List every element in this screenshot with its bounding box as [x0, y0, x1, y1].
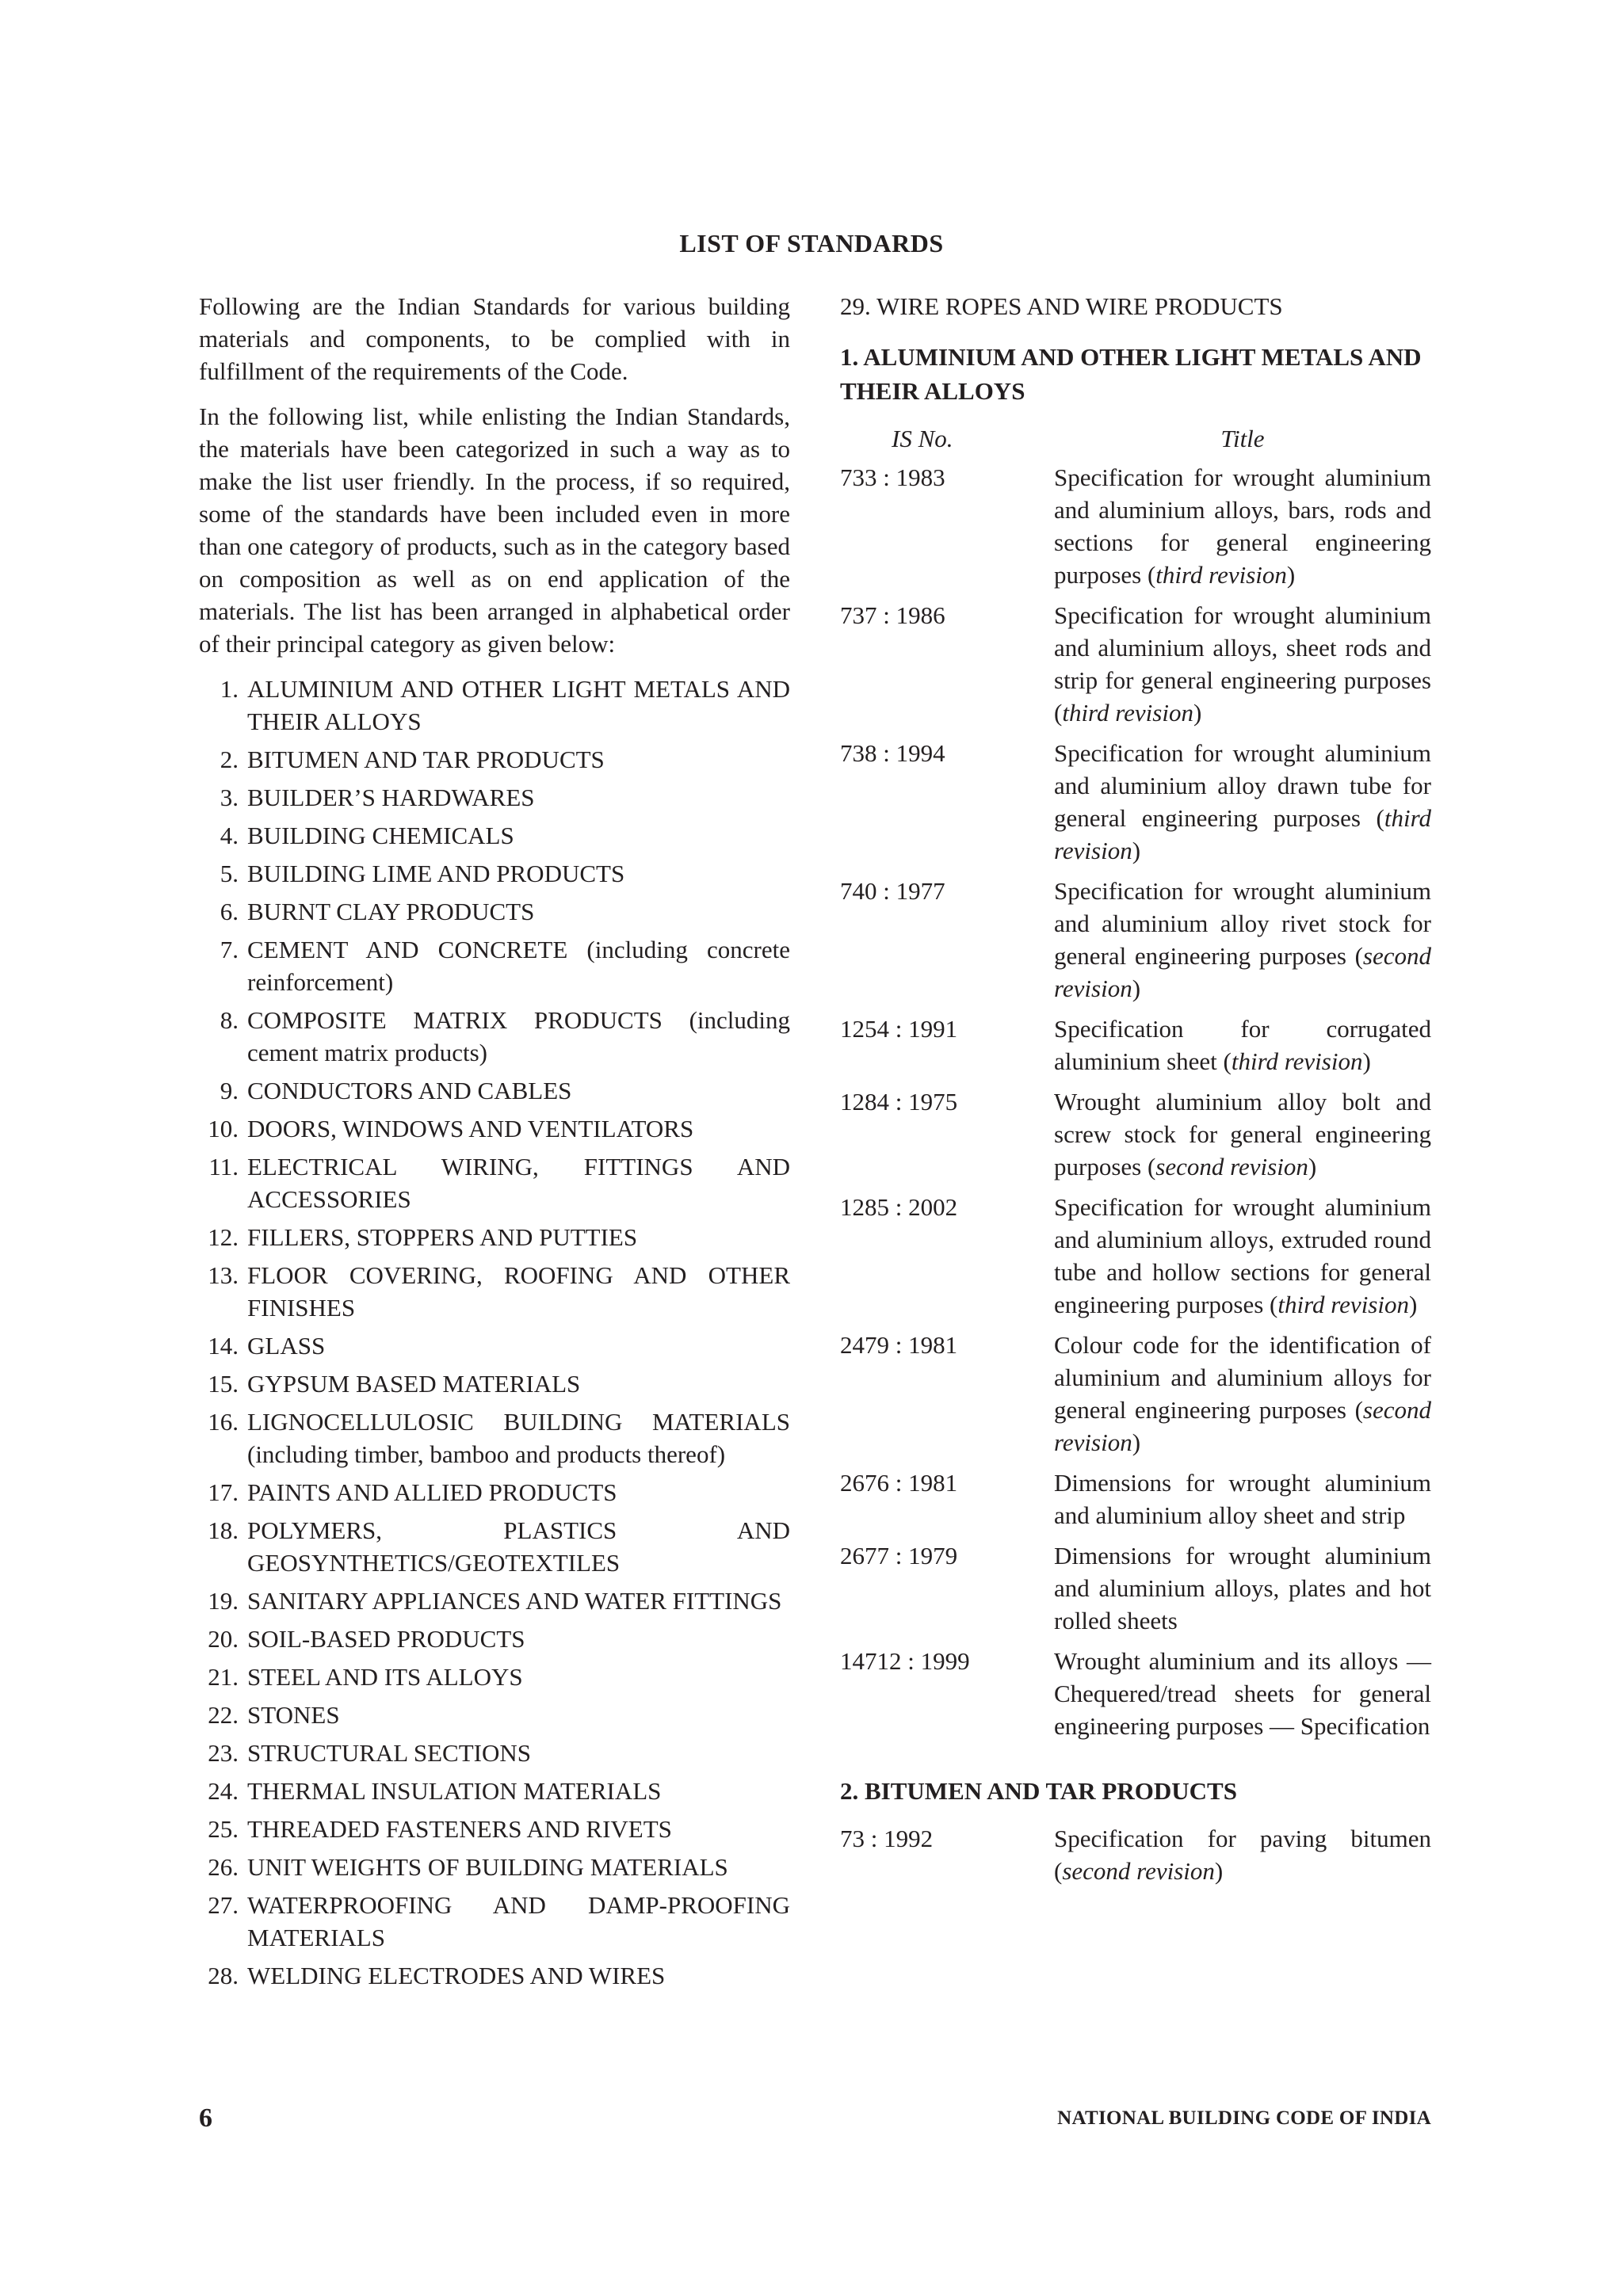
list-item-text: BUILDING LIME AND PRODUCTS — [247, 860, 625, 887]
standard-title — [1054, 1645, 1431, 1742]
standard-title: Specification for wrought aluminium and aluminium alloys, extruded round tube and hollow sections for general engineering purposes (third revision) — [1054, 1193, 1431, 1318]
is-number: 2677 : 1979 — [840, 1542, 958, 1569]
intro-paragraph: Following are the Indian Standards for various building materials and components, to be complied with in fulfillment of the requirements of the Code. — [199, 292, 790, 385]
list-item-text: UNIT WEIGHTS OF BUILDING MATERIALS — [247, 1853, 728, 1881]
list-item-text: WATERPROOFING AND DAMP-PROOFING MATERIALS — [247, 1891, 790, 1951]
list-item-number: 7. — [220, 936, 239, 963]
standard-title: Colour code for the identification of aluminium and aluminium alloys for general engineering purposes (second revision) — [1054, 1331, 1431, 1456]
list-item-text: ELECTRICAL WIRING, FITTINGS AND ACCESSORIES — [247, 1153, 790, 1213]
is-number: 1284 : 1975 — [840, 1088, 958, 1116]
standard-title-text: Specification for wrought aluminium and aluminium alloys, bars, rods and sections for general engineering purposes — [1054, 463, 1431, 589]
list-item-number: 18. — [208, 1516, 239, 1544]
standard-title-text: Specification for corrugated aluminium sheet — [1054, 1015, 1431, 1075]
standard-title-text: Wrought aluminium and its alloys — Chequered/tread sheets for general engineering purposes — Specification — [1054, 1647, 1431, 1740]
list-item-text: COMPOSITE MATRIX PRODUCTS (including cement matrix products) — [247, 1006, 790, 1066]
revision-note: third revision — [1155, 561, 1287, 589]
list-item-text: FILLERS, STOPPERS AND PUTTIES — [247, 1223, 638, 1251]
list-item-text: BURNT CLAY PRODUCTS — [247, 898, 535, 925]
is-number: 14712 : 1999 — [840, 1647, 970, 1675]
table-row — [840, 1645, 1431, 1742]
footer-title: NATIONAL BUILDING CODE OF INDIA — [1057, 2107, 1431, 2129]
list-item-number: 16. — [208, 1408, 239, 1436]
right-column — [840, 290, 1431, 1895]
table-row — [840, 875, 1431, 1005]
is-number: 73 : 1992 — [840, 1825, 934, 1852]
list-item — [199, 781, 790, 814]
list-item-text: THREADED FASTENERS AND RIVETS — [247, 1815, 672, 1843]
list-item — [199, 1959, 790, 1992]
list-item — [199, 1259, 790, 1324]
standards-table — [840, 461, 1431, 1742]
page-title: LIST OF STANDARDS — [679, 229, 944, 257]
list-item-number: 3. — [220, 784, 239, 811]
list-item — [199, 1004, 790, 1069]
list-item-text: GYPSUM BASED MATERIALS — [247, 1370, 581, 1398]
revision-note: third revision — [1277, 1291, 1409, 1318]
list-item — [199, 743, 790, 776]
standard-title-text: Specification for wrought aluminium and aluminium alloy rivet stock for general engineering purposes — [1054, 877, 1431, 970]
table-header — [840, 422, 1431, 455]
table-row — [840, 1191, 1431, 1321]
list-item-number: 19. — [208, 1587, 239, 1615]
list-item-number: 13. — [208, 1261, 239, 1289]
list-item — [199, 1367, 790, 1400]
list-item-number: 20. — [208, 1625, 239, 1653]
section-heading: 2. BITUMEN AND TAR PRODUCTS — [840, 1777, 1237, 1805]
standard-title-text: Wrought aluminium alloy bolt and screw stock for general engineering purposes — [1054, 1088, 1431, 1180]
list-item — [199, 857, 790, 890]
list-item — [199, 1150, 790, 1215]
list-item-text: GLASS — [247, 1332, 326, 1360]
intro-paragraph: In the following list, while enlisting the Indian Standards, the materials have been categorized in such a way as to make the list user friendly. In the process, if so required, some of the standards have been included even in more than one category of products, such as in the category based on composition as well as on end application of the materials. The list has been arranged in alphabetical order of their principal category as given below: — [199, 402, 790, 658]
list-item — [199, 1514, 790, 1579]
table-row — [840, 1822, 1431, 1887]
list-item-number: 8. — [220, 1006, 239, 1034]
list-item — [199, 1329, 790, 1362]
revision-note: second revision — [1155, 1153, 1308, 1180]
list-item-number: 5. — [220, 860, 239, 887]
list-item-number: 24. — [208, 1777, 239, 1805]
table-row — [840, 1013, 1431, 1077]
list-item-number: 14. — [208, 1332, 239, 1360]
revision-note: third revision — [1062, 699, 1193, 727]
is-number: 2676 : 1981 — [840, 1469, 958, 1497]
list-item-text: POLYMERS, PLASTICS AND GEOSYNTHETICS/GEOTEXTILES — [247, 1516, 790, 1577]
is-number: 737 : 1986 — [840, 601, 945, 629]
list-item-number: 28. — [208, 1962, 239, 1989]
list-item — [199, 673, 790, 738]
list-item-text: SOIL-BASED PRODUCTS — [247, 1625, 525, 1653]
list-item — [199, 1775, 790, 1807]
table-row — [840, 1539, 1431, 1637]
table-row — [840, 1466, 1431, 1531]
list-item-number: 15. — [208, 1370, 239, 1398]
list-item-number: 27. — [208, 1891, 239, 1919]
list-item-number: 11. — [208, 1153, 239, 1180]
table-row — [840, 461, 1431, 591]
list-item-text: SANITARY APPLIANCES AND WATER FITTINGS — [247, 1587, 782, 1615]
list-item-number: 12. — [208, 1223, 239, 1251]
list-item — [199, 933, 790, 998]
list-item-text: FLOOR COVERING, ROOFING AND OTHER FINISHES — [247, 1261, 790, 1322]
is-number: 1254 : 1991 — [840, 1015, 958, 1043]
list-item-number: 1. — [220, 675, 239, 703]
list-item — [199, 819, 790, 852]
standard-title-text: Specification for paving bitumen — [1054, 1825, 1431, 1852]
list-item — [199, 1476, 790, 1508]
standard-title: Specification for wrought aluminium and aluminium alloys, sheet rods and strip for general engineering purposes (third revision) — [1054, 601, 1431, 727]
list-item-text: STONES — [247, 1701, 340, 1729]
standard-title-text: Specification for wrought aluminium and aluminium alloy drawn tube for general engineering purposes — [1054, 739, 1431, 832]
list-item-number: 6. — [220, 898, 239, 925]
list-item-text: CEMENT AND CONCRETE (including concrete reinforcement) — [247, 936, 790, 996]
standard-title: Specification for corrugated aluminium sheet (third revision) — [1054, 1015, 1431, 1075]
standard-title-text: Colour code for the identification of aluminium and aluminium alloys for general engineering purposes — [1054, 1331, 1431, 1424]
standard-title-text: Specification for wrought aluminium and aluminium alloys, extruded round tube and hollow sections for general engineering purposes — [1054, 1193, 1431, 1318]
list-item-number: 4. — [220, 822, 239, 849]
list-item-text: ALUMINIUM AND OTHER LIGHT METALS AND THEIR ALLOYS — [247, 675, 790, 735]
is-number: 2479 : 1981 — [840, 1331, 958, 1359]
list-item-text: DOORS, WINDOWS AND VENTILATORS — [247, 1115, 694, 1142]
standard-title: Specification for paving bitumen (second revision) — [1054, 1825, 1431, 1885]
list-item-text: THERMAL INSULATION MATERIALS — [247, 1777, 662, 1805]
list-item-text: BUILDER’S HARDWARES — [247, 784, 535, 811]
section-heading: 1. ALUMINIUM AND OTHER LIGHT METALS AND THEIR ALLOYS — [840, 343, 1422, 405]
title-header: Title — [1220, 425, 1265, 452]
standards-table — [840, 1822, 1431, 1887]
list-item-number: 23. — [208, 1739, 239, 1767]
list-item-text: BITUMEN AND TAR PRODUCTS — [247, 746, 605, 773]
table-row — [840, 1329, 1431, 1459]
list-item — [199, 1737, 790, 1769]
list-item-text: LIGNOCELLULOSIC BUILDING MATERIALS (including timber, bamboo and products thereof) — [247, 1408, 790, 1468]
table-row — [840, 737, 1431, 867]
page-number: 6 — [199, 2103, 212, 2133]
category-list — [199, 673, 790, 1992]
list-item — [199, 1405, 790, 1470]
revision-note: second revision — [1054, 1396, 1431, 1456]
list-item — [199, 1623, 790, 1655]
is-number: 738 : 1994 — [840, 739, 945, 767]
list-item-text: BUILDING CHEMICALS — [247, 822, 514, 849]
list-item-number: 26. — [208, 1853, 239, 1881]
list-item-text: STEEL AND ITS ALLOYS — [247, 1663, 523, 1691]
standard-title: Specification for wrought aluminium and aluminium alloys, bars, rods and sections for general engineering purposes (third revision) — [1054, 463, 1431, 589]
is-number: 733 : 1983 — [840, 463, 945, 491]
list-item — [199, 1851, 790, 1883]
standard-title — [1054, 1539, 1431, 1637]
standard-title: Specification for wrought aluminium and aluminium alloy rivet stock for general engineering purposes (second revision) — [1054, 877, 1431, 1002]
list-item — [199, 1585, 790, 1617]
left-column — [199, 290, 790, 1997]
list-item — [199, 1889, 790, 1954]
list-item-number: 10. — [208, 1115, 239, 1142]
list-item — [199, 1699, 790, 1731]
list-item-number: 2. — [220, 746, 239, 773]
table-row — [840, 1085, 1431, 1183]
standard-title — [1054, 1466, 1431, 1531]
list-item-number: 22. — [208, 1701, 239, 1729]
list-item-number: 21. — [208, 1663, 239, 1691]
is-number: 1285 : 2002 — [840, 1193, 958, 1221]
list-item-text: PAINTS AND ALLIED PRODUCTS — [247, 1478, 617, 1506]
standard-title-text: Specification for wrought aluminium and aluminium alloys, sheet rods and strip for general engineering purposes — [1054, 601, 1431, 694]
standard-title: Specification for wrought aluminium and aluminium alloy drawn tube for general engineering purposes (third revision) — [1054, 739, 1431, 864]
standard-title: Wrought aluminium alloy bolt and screw stock for general engineering purposes (second revision) — [1054, 1088, 1431, 1180]
revision-note: second revision — [1054, 942, 1431, 1002]
table-row — [840, 599, 1431, 729]
standard-title-text: Dimensions for wrought aluminium and aluminium alloys, plates and hot rolled sheets — [1054, 1542, 1431, 1634]
revision-note: third revision — [1054, 804, 1431, 864]
list-item-number: 25. — [208, 1815, 239, 1843]
revision-note: third revision — [1231, 1047, 1363, 1075]
list-item-text: STRUCTURAL SECTIONS — [247, 1739, 531, 1767]
list-item — [199, 1074, 790, 1107]
list-item-text: CONDUCTORS AND CABLES — [247, 1077, 572, 1104]
revision-note: second revision — [1062, 1857, 1215, 1885]
list-item-number: 9. — [220, 1077, 239, 1104]
is-number: 740 : 1977 — [840, 877, 945, 905]
list-item — [199, 1221, 790, 1253]
standard-title-text: Dimensions for wrought aluminium and aluminium alloy sheet and strip — [1054, 1469, 1431, 1529]
list-item-number: 17. — [208, 1478, 239, 1506]
list-item — [199, 1813, 790, 1845]
category-item-29: 29. WIRE ROPES AND WIRE PRODUCTS — [840, 292, 1283, 320]
list-item — [199, 895, 790, 928]
is-no-header: IS No. — [892, 425, 953, 452]
list-item-text: WELDING ELECTRODES AND WIRES — [247, 1962, 666, 1989]
list-item — [199, 1661, 790, 1693]
list-item — [199, 1112, 790, 1145]
